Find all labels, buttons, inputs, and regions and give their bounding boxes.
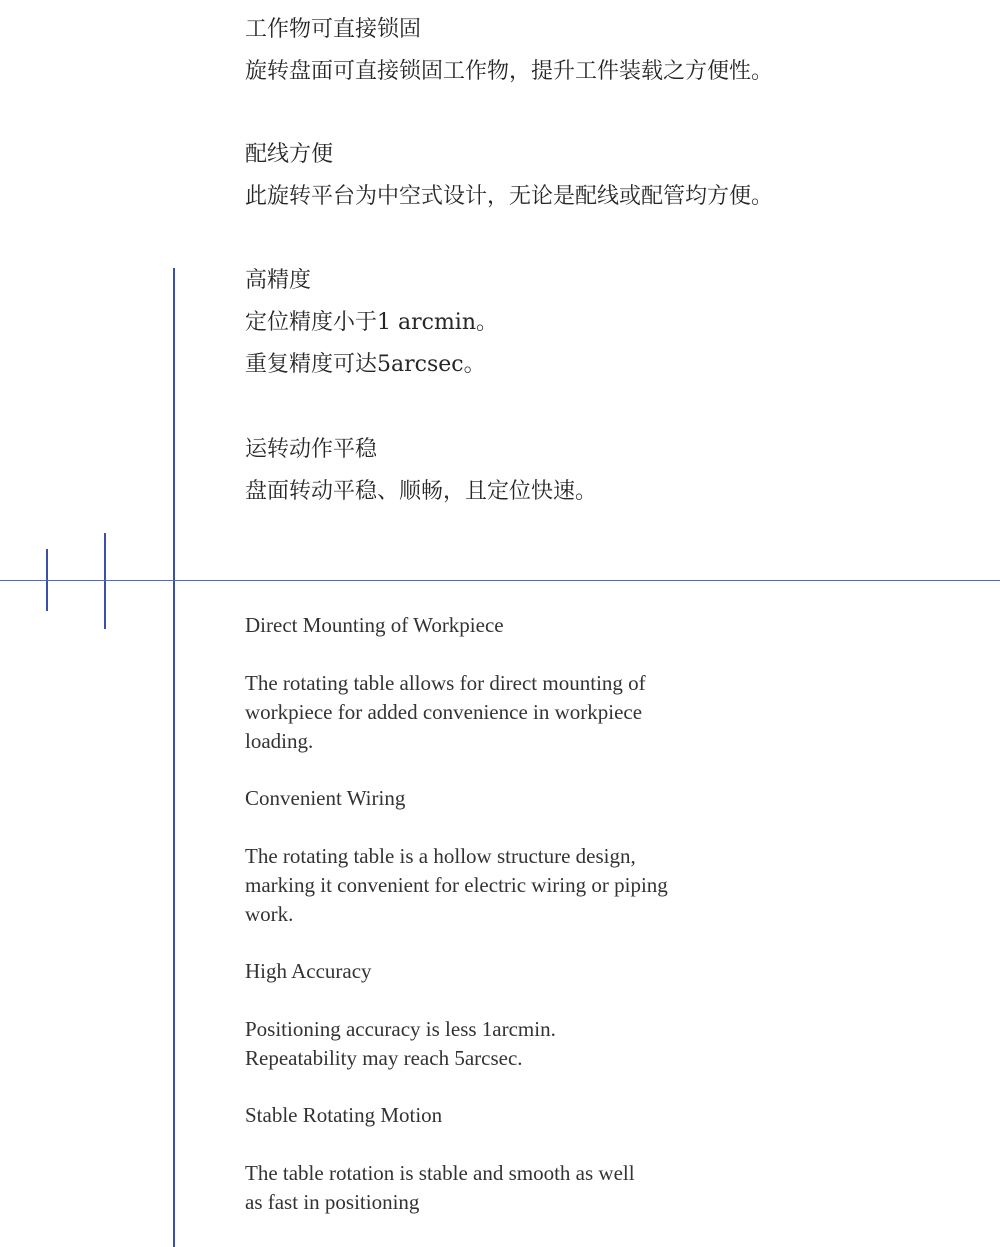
en-feature-text: The rotating table allows for direct mounting of	[245, 671, 646, 695]
en-feature-title-accuracy	[245, 957, 372, 986]
en-feature-title: Direct Mounting of Workpiece	[245, 613, 504, 637]
cn-feature-text: 重复精度可达5arcsec。	[245, 352, 486, 377]
cn-feature-text: 此旋转平台为中空式设计，无论是配线或配管均方便。	[245, 184, 774, 209]
en-feature-text-direct-mounting	[245, 669, 646, 756]
en-feature-title-direct-mounting	[245, 611, 504, 640]
en-feature-text: Repeatability may reach 5arcsec.	[245, 1046, 523, 1070]
en-feature-title-wiring	[245, 784, 405, 813]
cn-feature-workpiece-lock	[245, 9, 773, 93]
en-feature-title: High Accuracy	[245, 959, 372, 983]
cn-feature-title: 工作物可直接锁固	[245, 17, 422, 42]
en-feature-text: Positioning accuracy is less 1arcmin.	[245, 1017, 556, 1041]
cn-feature-title: 运转动作平稳	[245, 437, 378, 462]
cn-feature-wiring	[245, 134, 773, 218]
cn-feature-title: 高精度	[245, 268, 312, 293]
cn-feature-text: 盘面转动平稳、顺畅，且定位快速。	[245, 479, 598, 504]
en-feature-text: workpiece for added convenience in workpiece	[245, 700, 643, 724]
cn-feature-text: 定位精度小于1 arcmin。	[245, 310, 499, 335]
cn-feature-text: 旋转盘面可直接锁固工作物，提升工件装载之方便性。	[245, 59, 774, 84]
vertical-rule	[173, 268, 175, 1247]
en-feature-text-stable-motion	[245, 1159, 635, 1217]
cn-feature-title: 配线方便	[245, 142, 334, 167]
en-feature-text: work.	[245, 902, 294, 926]
short-vertical-rule-right	[104, 533, 106, 629]
en-feature-text: as fast in positioning	[245, 1190, 420, 1214]
en-feature-text-wiring	[245, 842, 668, 929]
en-feature-text: marking it convenient for electric wiring or piping	[245, 873, 668, 897]
en-feature-text: loading.	[245, 729, 314, 753]
cn-feature-accuracy	[245, 260, 498, 386]
en-feature-title: Convenient Wiring	[245, 786, 406, 810]
en-feature-text: The table rotation is stable and smooth as well	[245, 1161, 635, 1185]
en-feature-title-stable-motion	[245, 1101, 442, 1130]
en-feature-text: The rotating table is a hollow structure design,	[245, 844, 636, 868]
en-feature-text-accuracy	[245, 1015, 556, 1073]
horizontal-rule	[0, 580, 1000, 581]
cn-feature-stable-motion	[245, 429, 597, 513]
en-feature-title: Stable Rotating Motion	[245, 1103, 443, 1127]
